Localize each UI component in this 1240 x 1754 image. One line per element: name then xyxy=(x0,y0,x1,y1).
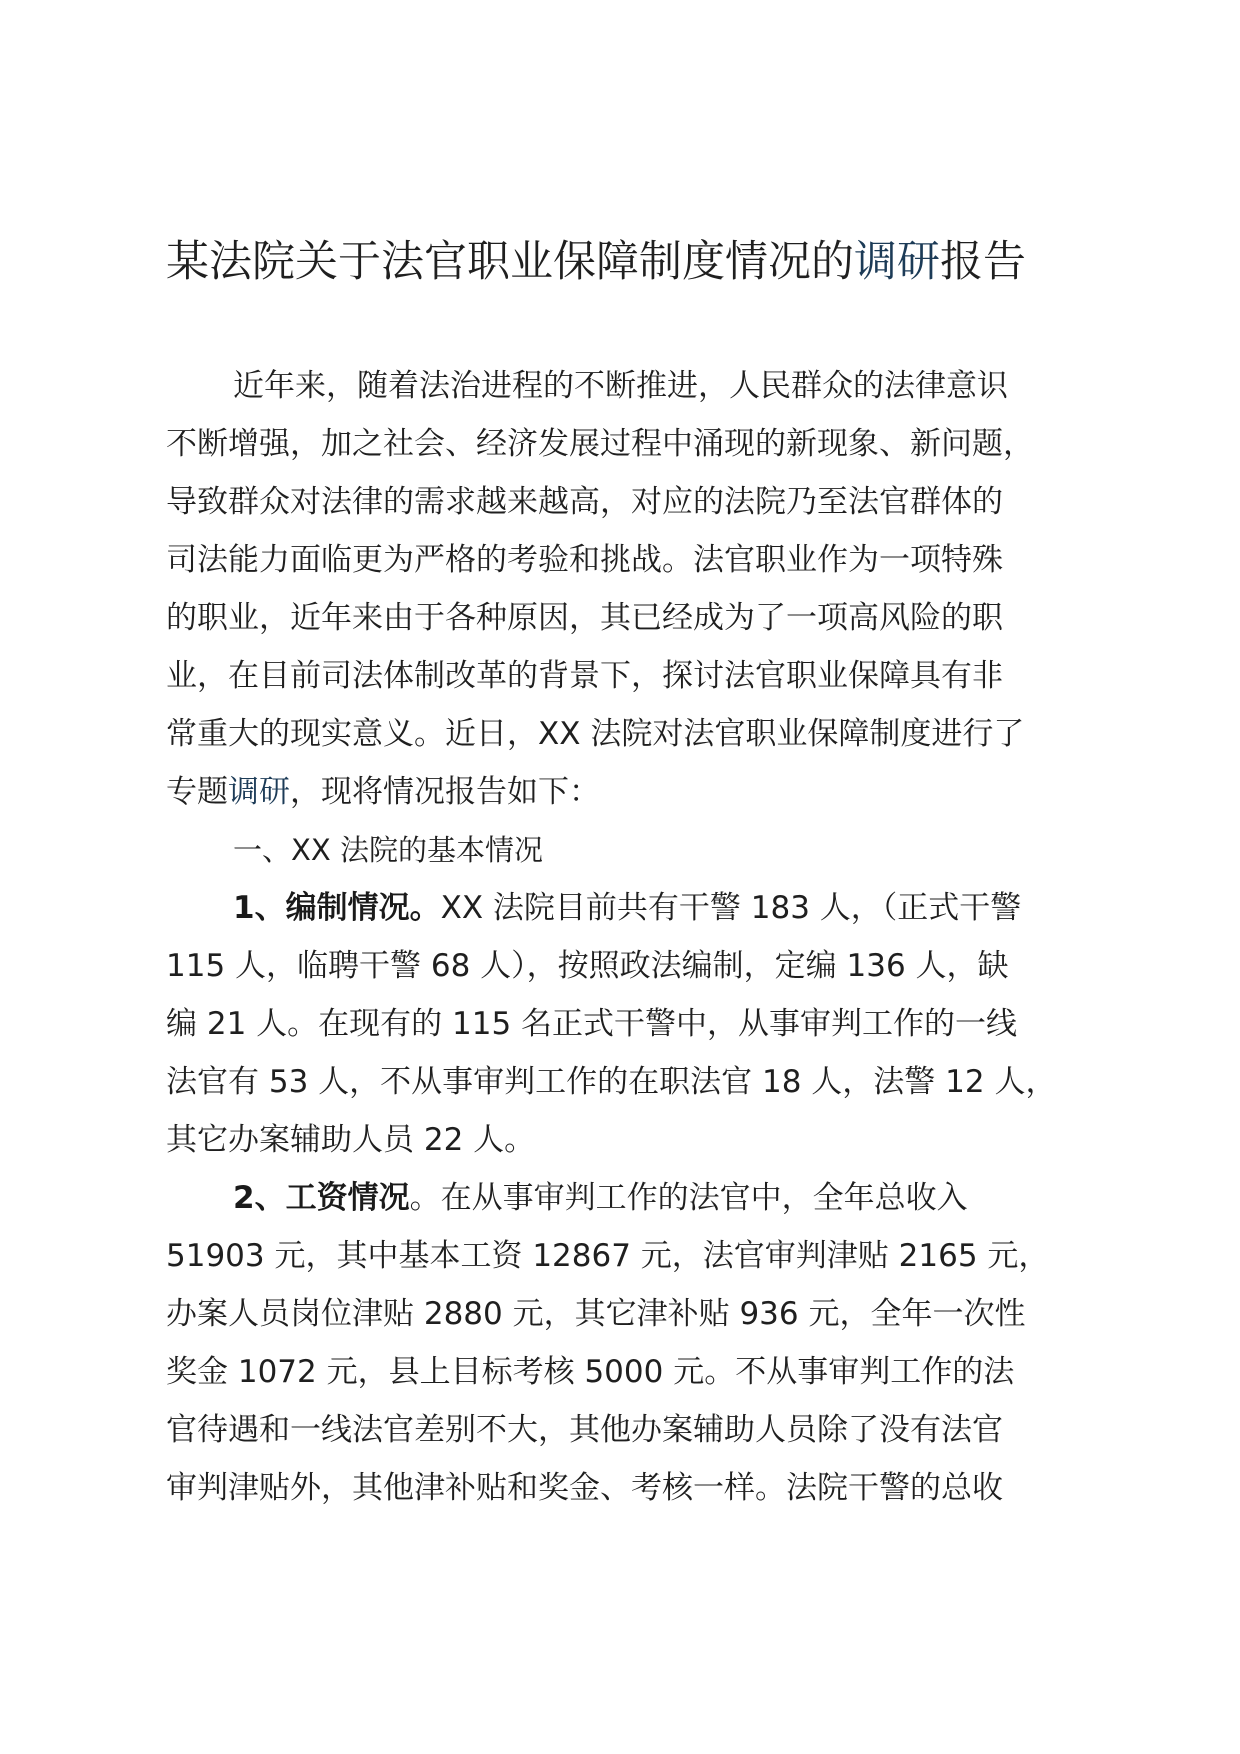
item-2-line-3: 办案人员岗位津贴 2880 元，其它津补贴 936 元，全年一次性 xyxy=(166,1296,1026,1332)
item-1-line-4: 法官有 53 人，不从事审判工作的在职法官 18 人，法警 12 人， xyxy=(166,1064,1057,1100)
item-1-line-2: 115 人，临聘干警 68 人），按照政法编制，定编 136 人，缺 xyxy=(166,948,1009,984)
item-1-line-1 xyxy=(166,879,1096,937)
intro-line-6: 业，在目前司法体制改革的背景下，探讨法官职业保障具有非 xyxy=(166,658,1003,694)
document-body xyxy=(166,357,1096,1517)
intro-line-8 xyxy=(166,763,1096,821)
item-2-first-text: 。在从事审判工作的法官中，全年总收入 xyxy=(409,1180,968,1216)
item-1-label: 1、编制情况。 xyxy=(233,890,441,926)
intro-line-2: 不断增强，加之社会、经济发展过程中涌现的新现象、新问题， xyxy=(166,426,1034,462)
intro-last-part-2: 调研 xyxy=(228,774,290,810)
item-2-line-4: 奖金 1072 元，县上目标考核 5000 元。不从事审判工作的法 xyxy=(166,1354,1015,1390)
title-part-1: 某法院关于法官职业保障制度情况的 xyxy=(166,237,854,287)
intro-line-7: 常重大的现实意义。近日，XX 法院对法官职业保障制度进行了 xyxy=(166,716,1025,752)
item-2-label: 2、工资情况 xyxy=(233,1180,410,1216)
item-2-line-1 xyxy=(166,1169,1096,1227)
intro-line-5: 的职业，近年来由于各种原因，其已经成为了一项高风险的职 xyxy=(166,600,1003,636)
item-2-line-2: 51903 元，其中基本工资 12867 元，法官审判津贴 2165 元， xyxy=(166,1238,1050,1274)
item-1-first-text: XX 法院目前共有干警 183 人，（正式干警 xyxy=(440,890,1022,926)
item-2-line-5: 官待遇和一线法官差别不大，其他办案辅助人员除了没有法官 xyxy=(166,1412,1003,1448)
intro-last-part-3: ，现将情况报告如下： xyxy=(290,774,600,810)
title-part-2: 调研 xyxy=(854,237,940,287)
item-1-line-5: 其它办案辅助人员 22 人。 xyxy=(166,1122,536,1158)
intro-last-part-1: 专题 xyxy=(166,774,228,810)
document-title xyxy=(166,232,1086,292)
item-2-line-6: 审判津贴外，其他津补贴和奖金、考核一样。法院干警的总收 xyxy=(166,1470,1003,1506)
section-1-heading: 一、XX 法院的基本情况 xyxy=(233,833,543,867)
title-part-3: 报告 xyxy=(940,237,1026,287)
intro-line-3: 导致群众对法律的需求越来越高，对应的法院乃至法官群体的 xyxy=(166,484,1003,520)
intro-line-4: 司法能力面临更为严格的考验和挑战。法官职业作为一项特殊 xyxy=(166,542,1003,578)
intro-line-1: 近年来，随着法治进程的不断推进，人民群众的法律意识 xyxy=(233,368,1008,404)
item-1-line-3: 编 21 人。在现有的 115 名正式干警中，从事审判工作的一线 xyxy=(166,1006,1018,1042)
